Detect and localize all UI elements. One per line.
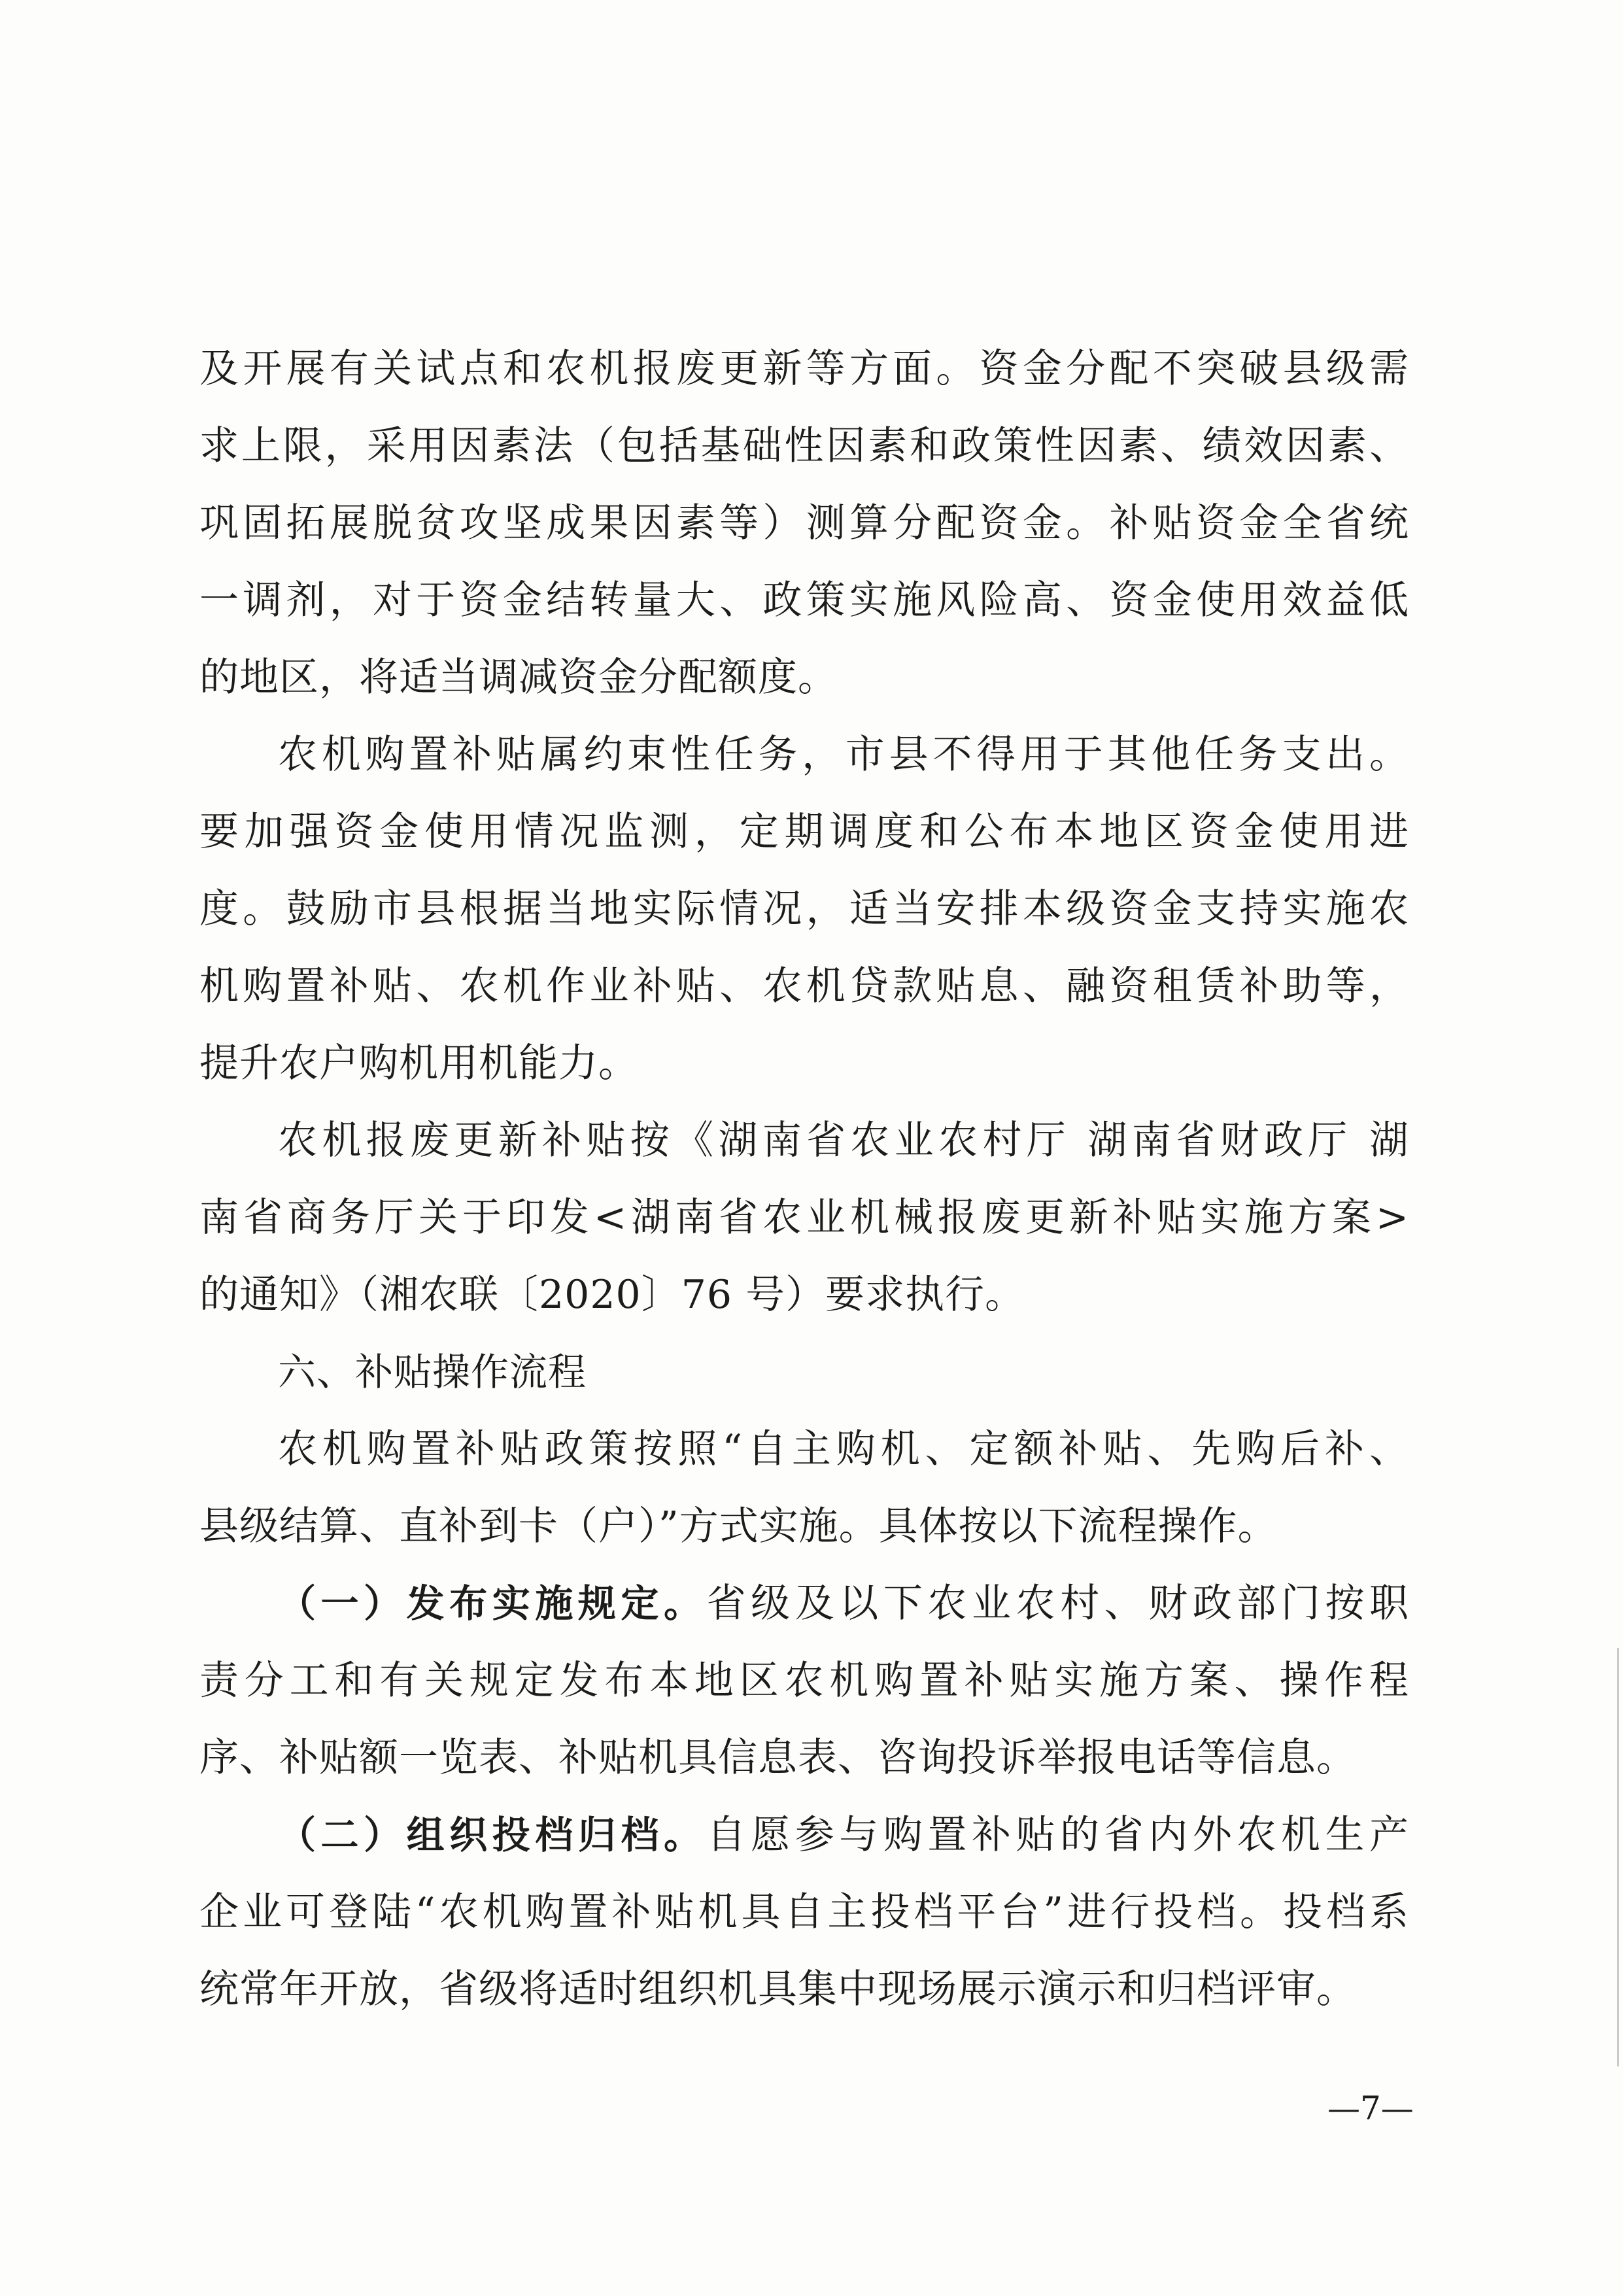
paragraph-2-line-2: 要加强资金使用情况监测，定期调度和公布本地区资金使用进 <box>199 809 1409 855</box>
paragraph-6-line-1 <box>199 1796 1409 1874</box>
paragraph-5-line-2: 责分工和有关规定发布本地区农机购置补贴实施方案、操作程 <box>199 1658 1409 1704</box>
paragraph-6-line-3: 统常年开放，省级将适时组织机具集中现场展示演示和归档评审。 <box>199 1966 1356 2012</box>
paragraph-2-line-3: 度。鼓励市县根据当地实际情况，适当安排本级资金支持实施农 <box>199 886 1409 932</box>
paragraph-4-line-2: 县级结算、直补到卡（户）”方式实施。具体按以下流程操作。 <box>199 1503 1278 1549</box>
paragraph-2-line-1: 农机购置补贴属约束性任务，市县不得用于其他任务支出。 <box>278 732 1409 778</box>
paragraph-3-line-2: 南省商务厅关于印发<湖南省农业机械报废更新补贴实施方案> <box>199 1195 1409 1241</box>
subsection-heading-1: （一）发布实施规定。 <box>278 1581 707 1626</box>
document-body <box>199 330 1409 2028</box>
paragraph-2-line-4: 机购置补贴、农机作业补贴、农机贷款贴息、融资租赁补助等， <box>199 963 1409 1009</box>
scan-edge-mark <box>1617 1648 1619 2066</box>
paragraph-6-line-1-text: 自愿参与购置补贴的省内外农机生产 <box>706 1812 1409 1858</box>
section-heading: 六、补贴操作流程 <box>278 1350 587 1394</box>
subsection-heading-2: （二）组织投档归档。 <box>278 1813 707 1857</box>
paragraph-1-line-5: 的地区，将适当调减资金分配额度。 <box>199 655 838 700</box>
paragraph-5-line-3: 序、补贴额一览表、补贴机具信息表、咨询投诉举报电话等信息。 <box>199 1735 1356 1781</box>
paragraph-6-line-2: 企业可登陆“农机购置补贴机具自主投档平台”进行投档。投档系 <box>199 1889 1409 1935</box>
paragraph-4-line-1: 农机购置补贴政策按照“自主购机、定额补贴、先购后补、 <box>278 1426 1409 1472</box>
paragraph-1-line-3: 巩固拓展脱贫攻坚成果因素等）测算分配资金。补贴资金全省统 <box>199 500 1409 546</box>
paragraph-1-line-2: 求上限，采用因素法（包括基础性因素和政策性因素、绩效因素、 <box>199 423 1409 469</box>
paragraph-5-line-1 <box>199 1565 1409 1642</box>
paragraph-2-line-5: 提升农户购机用机能力。 <box>199 1040 638 1086</box>
paragraph-1-line-1: 及开展有关试点和农机报废更新等方面。资金分配不突破县级需 <box>199 346 1409 392</box>
paragraph-1-line-4: 一调剂，对于资金结转量大、政策实施风险高、资金使用效益低 <box>199 577 1409 623</box>
page-number: —7— <box>1327 2089 1414 2127</box>
paragraph-3-line-3: 的通知》（湘农联〔2020〕76 号）要求执行。 <box>199 1272 1025 1318</box>
paragraph-5-line-1-text: 省级及以下农业农村、财政部门按职 <box>706 1581 1409 1626</box>
paragraph-3-line-1: 农机报废更新补贴按《湖南省农业农村厅 湖南省财政厅 湖 <box>278 1118 1409 1163</box>
